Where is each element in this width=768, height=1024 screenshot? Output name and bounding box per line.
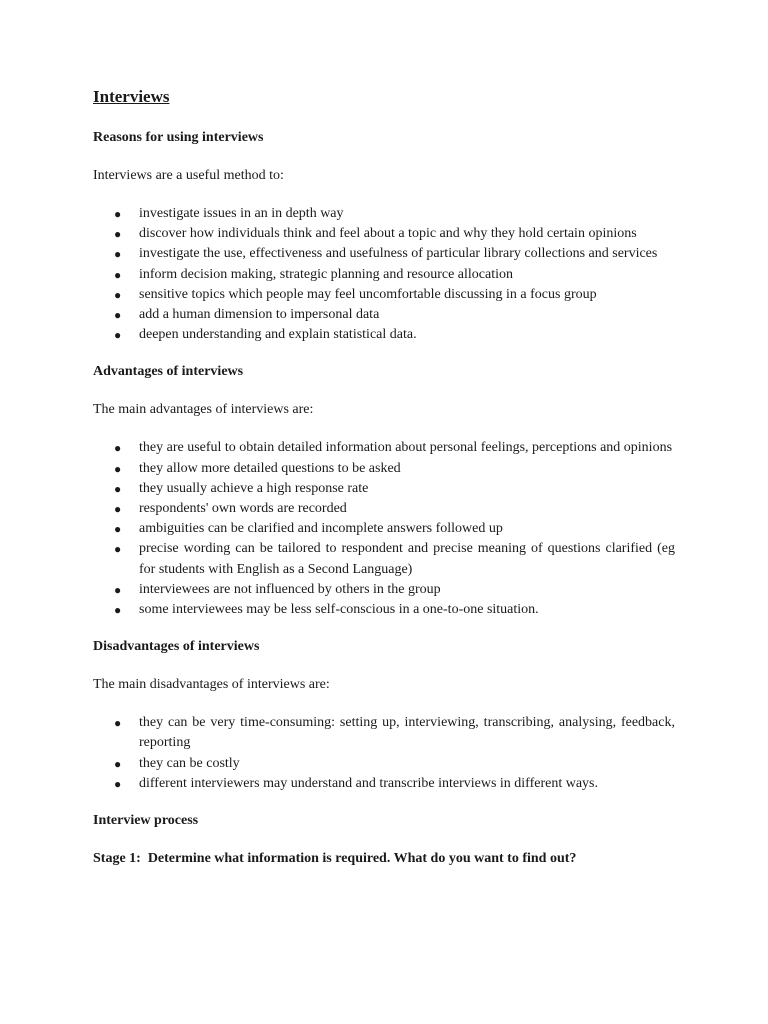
bullet-icon: ● [114,716,122,731]
list-item: ● precise wording can be tailored to respondent and precise meaning of questions clarified (eg for students with English as a Second Language) [114,541,675,577]
section-intro: The main disadvantages of interviews are: [93,677,330,693]
list-item: ● they are useful to obtain detailed information about personal feelings, perceptions and opinions [93,438,675,458]
list-item: ● different interviewers may understand and transcribe interviews in different ways. [93,774,675,794]
bullet-icon: ● [114,603,122,618]
list-item: ● add a human dimension to impersonal data [93,305,675,325]
list-item: ● they can be costly [93,754,675,774]
list-item: ● inform decision making, strategic planning and resource allocation [93,265,675,285]
bullet-icon: ● [114,267,122,282]
section-heading: Disadvantages of interviews [93,639,260,655]
bullet-list [93,204,675,345]
section-reasons [93,128,675,345]
list-item: ● they usually achieve a high response rate [93,479,675,499]
stage-heading: Stage 1: Determine what information is required. What do you want to find out? [93,851,577,867]
list-item: ● they can be very time-consuming: setting up, interviewing, transcribing, analysing, feedback, reporting [114,715,675,751]
section-heading: Interview process [93,813,199,829]
bullet-icon: ● [114,461,122,476]
bullet-icon: ● [114,308,122,323]
bullet-icon: ● [114,227,122,242]
section-disadvantages [93,637,675,794]
list-item: ● they allow more detailed questions to be asked [93,459,675,479]
list-item: ● discover how individuals think and feel about a topic and why they hold certain opinions [93,224,675,244]
bullet-icon: ● [114,776,122,791]
list-item: ● investigate issues in an in depth way [93,204,675,224]
document-page [93,86,675,869]
bullet-icon: ● [114,542,122,557]
bullet-icon: ● [114,287,122,302]
section-heading: Reasons for using interviews [93,130,264,145]
list-item: ● some interviewees may be less self-conscious in a one-to-one situation. [93,600,675,620]
bullet-icon: ● [114,582,122,597]
section-intro: The main advantages of interviews are: [93,402,314,418]
bullet-icon: ● [114,247,122,262]
section-advantages [93,362,675,620]
bullet-icon: ● [114,756,122,771]
list-item: ● interviewees are not influenced by others in the group [93,580,675,600]
bullet-list [93,713,675,794]
list-item: ● ambiguities can be clarified and incomplete answers followed up [93,519,675,539]
bullet-icon: ● [114,207,122,221]
bullet-icon: ● [114,522,122,537]
list-item: ● deepen understanding and explain statistical data. [93,325,675,345]
bullet-icon: ● [114,441,122,456]
section-process [93,811,675,869]
bullet-list [93,438,675,620]
list-item: ● sensitive topics which people may feel uncomfortable discussing in a focus group [93,285,675,305]
bullet-icon: ● [114,328,122,343]
document-title: Interviews [93,87,170,106]
bullet-icon: ● [114,481,122,496]
bullet-icon: ● [114,502,122,517]
section-heading: Advantages of interviews [93,364,244,380]
list-item: ● investigate the use, effectiveness and usefulness of particular library collections and services [93,244,675,264]
section-intro: Interviews are a useful method to: [93,168,284,183]
list-item: ● respondents' own words are recorded [93,499,675,519]
